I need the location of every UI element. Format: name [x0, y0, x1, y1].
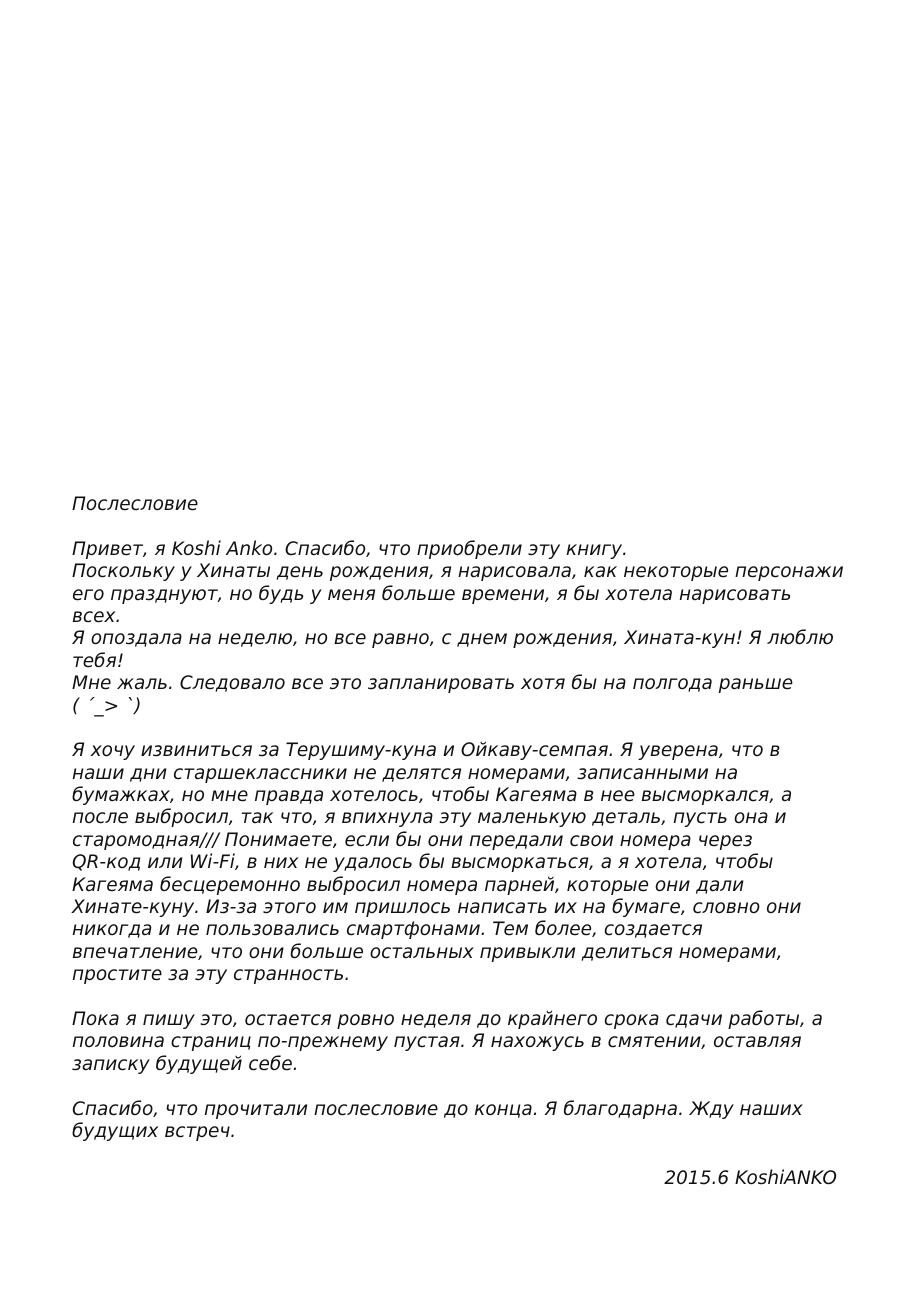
paragraph-3-line: половина страниц по-прежнему пустая. Я нахожусь в смятении, оставляя: [72, 1031, 802, 1053]
paragraph-4-line: будущих встреч.: [72, 1120, 237, 1142]
paragraph-2-line: QR-код или Wi-Fi, в них не удалось бы высморкаться, а я хотела, чтобы: [72, 852, 774, 874]
signature: 2015.6 KoshiANKO: [664, 1168, 837, 1189]
paragraph-2-line: Кагеяма бесцеремонно выбросил номера парней, которые они дали: [72, 874, 745, 896]
paragraph-2-line: Хинате-куну. Из-за этого им пришлось написать их на бумаге, словно они: [72, 897, 802, 919]
paragraph-2-line: после выбросил, так что, я впихнула эту маленькую деталь, пусть она и: [72, 807, 787, 829]
blank-line: [72, 987, 862, 1009]
paragraph-4-line: Спасибо, что прочитали послесловие до конца. Я благодарна. Жду наших: [72, 1098, 803, 1120]
paragraph-2-line: старомодная/// Понимаете, если бы они передали свои номера через: [72, 829, 753, 851]
afterword-title: Послесловие: [72, 494, 199, 515]
paragraph-2-line: впечатление, что они больше остальных привыкли делиться номерами,: [72, 941, 783, 963]
paragraph-2-line: наши дни старшеклассники не делятся номерами, записанными на: [72, 762, 739, 784]
paragraph-2-line: никогда и не пользовались смартфонами. Тем более, создается: [72, 919, 703, 941]
paragraph-1-line: Привет, я Koshi Anko. Спасибо, что приобрели эту книгу.: [72, 538, 628, 560]
paragraph-3-line: записку будущей себе.: [72, 1053, 299, 1075]
blank-line: [72, 516, 862, 538]
blank-line: [72, 1076, 862, 1098]
paragraph-1-line: его празднуют, но будь у меня больше времени, я бы хотела нарисовать: [72, 583, 792, 605]
paragraph-2-line: простите за эту странность.: [72, 964, 351, 986]
emoticon-line: ( ´_> `): [72, 695, 142, 717]
paragraph-1-line: Поскольку у Хинаты день рождения, я нарисовала, как некоторые персонажи: [72, 561, 844, 583]
paragraph-3-line: Пока я пишу это, остается ровно неделя до крайнего срока сдачи работы, а: [72, 1008, 823, 1030]
paragraph-2-line: Я хочу извиниться за Терушиму-куна и Ойкаву-семпая. Я уверена, что в: [72, 740, 781, 762]
paragraph-1-line: Я опоздала на неделю, но все равно, с днем рождения, Хината-кун! Я люблю: [72, 628, 834, 650]
paragraph-2-line: бумажках, но мне правда хотелось, чтобы Кагеяма в нее высморкался, а: [72, 785, 793, 807]
blank-line: [72, 718, 862, 740]
paragraph-1-line: всех.: [72, 605, 122, 627]
afterword-text: [72, 494, 862, 1143]
paragraph-1-line: Мне жаль. Следовало все это запланировать хотя бы на полгода раньше: [72, 673, 794, 695]
paragraph-1-line: тебя!: [72, 650, 125, 672]
